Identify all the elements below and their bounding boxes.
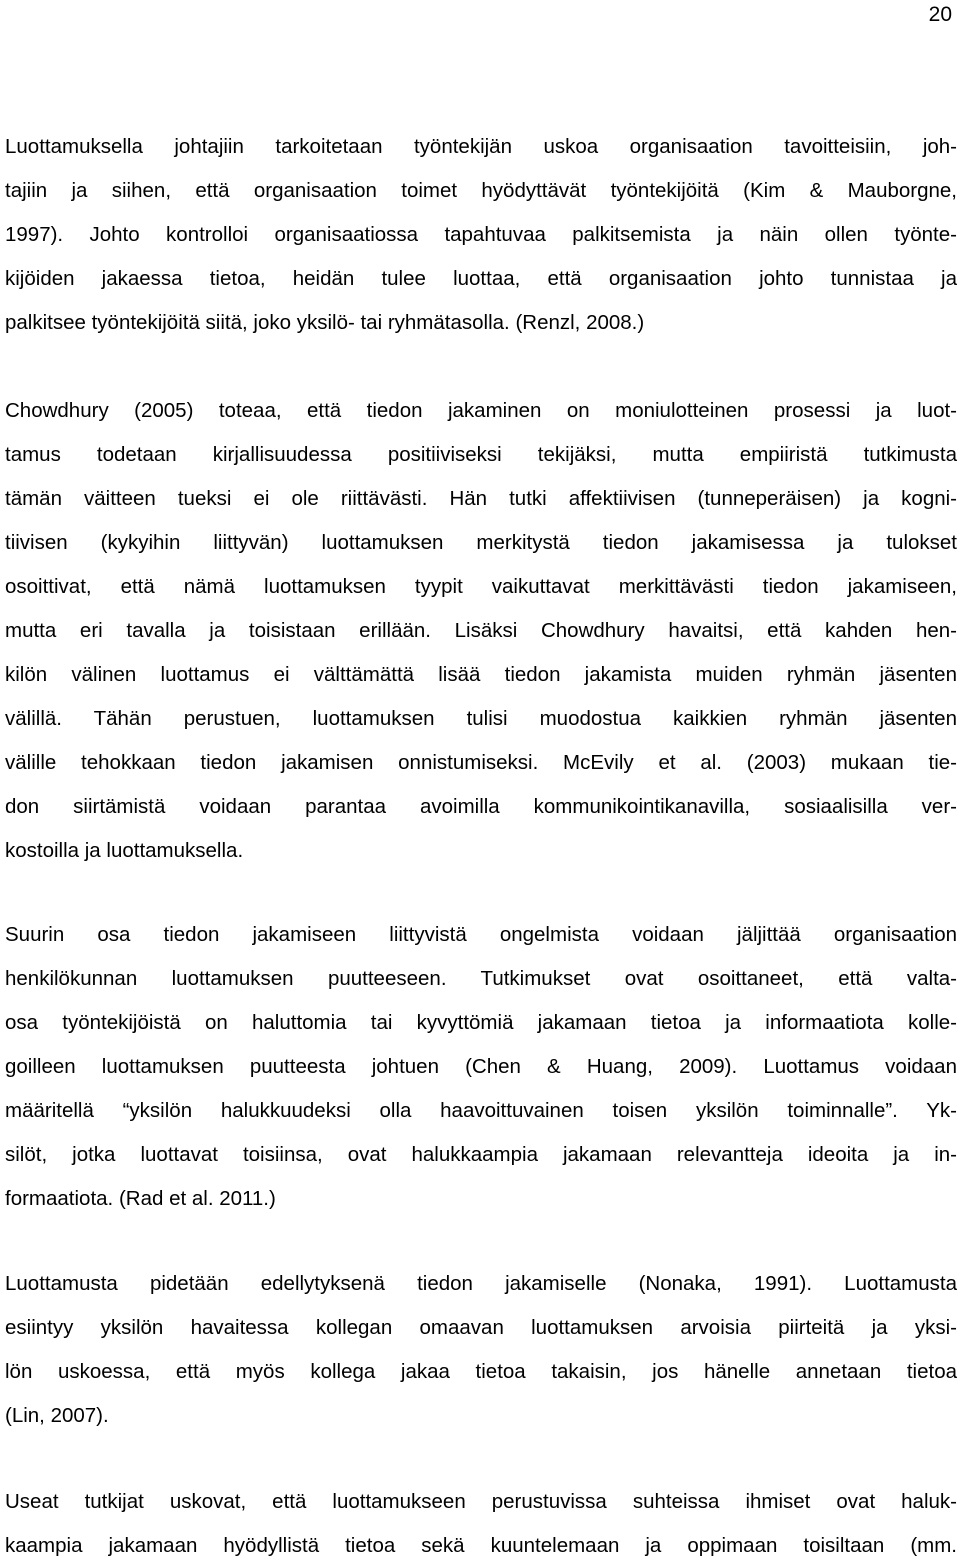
text-line: välille tehokkaan tiedon jakamisen onnistumiseksi. McEvily et al. (2003) mukaan tie-: [5, 751, 957, 774]
page-number: 20: [928, 3, 952, 26]
text-line: välillä. Tähän perustuen, luottamuksen tulisi muodostua kaikkien ryhmän jäsenten: [5, 707, 957, 730]
text-line: goilleen luottamuksen puutteesta johtuen (Chen & Huang, 2009). Luottamus voidaan: [5, 1055, 957, 1078]
text-line: Luottamuksella johtajiin tarkoitetaan työntekijän uskoa organisaation tavoitteisiin, joh-: [5, 135, 957, 158]
text-line: lön uskoessa, että myös kollega jakaa tietoa takaisin, jos hänelle annetaan tietoa: [5, 1360, 957, 1383]
text-line: esiintyy yksilön havaitessa kollegan omaavan luottamuksen arvoisia piirteitä ja yksi-: [5, 1316, 957, 1339]
text-line: tiivisen (kykyihin liittyvän) luottamuksen merkitystä tiedon jakamisessa ja tulokset: [5, 531, 957, 554]
text-line: Useat tutkijat uskovat, että luottamukseen perustuvissa suhteissa ihmiset ovat haluk-: [5, 1490, 957, 1513]
text-line: Luottamusta pidetään edellytyksenä tiedon jakamiselle (Nonaka, 1991). Luottamusta: [5, 1272, 957, 1295]
text-line: kaampia jakamaan hyödyllistä tietoa sekä kuuntelemaan ja oppimaan toisiltaan (mm.: [5, 1534, 957, 1557]
text-line: palkitsee työntekijöitä siitä, joko yksilö- tai ryhmätasolla. (Renzl, 2008.): [5, 311, 645, 334]
text-line: (Lin, 2007).: [5, 1404, 109, 1427]
text-line: silöt, jotka luottavat toisiinsa, ovat halukkaampia jakamaan relevantteja ideoita ja in-: [5, 1143, 957, 1166]
paragraph-4: [5, 1262, 957, 1438]
text-line: kilön välinen luottamus ei välttämättä lisää tiedon jakamista muiden ryhmän jäsenten: [5, 663, 957, 686]
text-line: tämän väitteen tueksi ei ole riittävästi. Hän tutki affektiivisen (tunneperäisen) ja kogni-: [5, 487, 957, 510]
paragraph-3: [5, 913, 957, 1221]
text-line: Chowdhury (2005) toteaa, että tiedon jakaminen on moniulotteinen prosessi ja luot-: [5, 399, 957, 422]
text-line: osoittivat, että nämä luottamuksen tyypit vaikuttavat merkittävästi tiedon jakamiseen,: [5, 575, 957, 598]
text-line: määritellä “yksilön halukkuudeksi olla haavoittuvainen toisen yksilön toiminnalle”. Yk-: [5, 1099, 957, 1122]
text-line: kostoilla ja luottamuksella.: [5, 839, 244, 862]
paragraph-5: [5, 1480, 957, 1568]
text-line: don siirtämistä voidaan parantaa avoimilla kommunikointikanavilla, sosiaalisilla ver-: [5, 795, 957, 818]
text-line: tamus todetaan kirjallisuudessa positiiviseksi tekijäksi, mutta empiiristä tutkimusta: [5, 443, 957, 466]
text-line: mutta eri tavalla ja toisistaan erillään. Lisäksi Chowdhury havaitsi, että kahden hen-: [5, 619, 957, 642]
text-line: kijöiden jakaessa tietoa, heidän tulee luottaa, että organisaation johto tunnistaa ja: [5, 267, 957, 290]
paragraph-1: [5, 125, 957, 345]
text-line: formaatiota. (Rad et al. 2011.): [5, 1187, 276, 1210]
text-line: henkilökunnan luottamuksen puutteeseen. Tutkimukset ovat osoittaneet, että valta-: [5, 967, 957, 990]
text-line: tajiin ja siihen, että organisaation toimet hyödyttävät työntekijöitä (Kim & Mauborgne,: [5, 179, 957, 202]
text-line: osa työntekijöistä on haluttomia tai kyvyttömiä jakamaan tietoa ja informaatiota kolle-: [5, 1011, 957, 1034]
paragraph-2: [5, 389, 957, 873]
text-line: Suurin osa tiedon jakamiseen liittyvistä ongelmista voidaan jäljittää organisaation: [5, 923, 957, 946]
text-line: 1997). Johto kontrolloi organisaatiossa tapahtuvaa palkitsemista ja näin ollen työnte-: [5, 223, 957, 246]
